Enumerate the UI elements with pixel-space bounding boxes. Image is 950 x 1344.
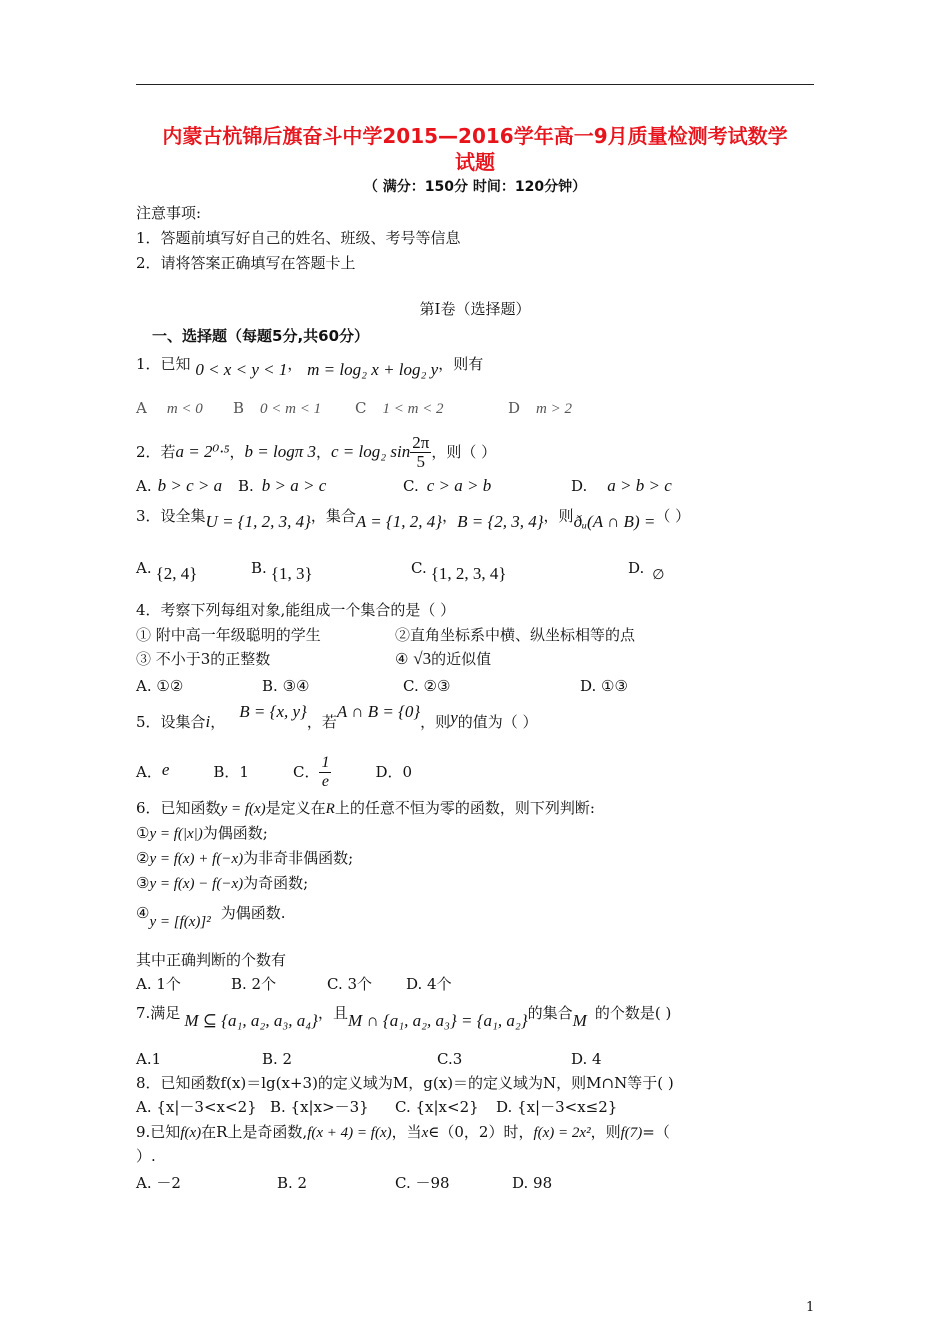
q6-statement-1 bbox=[136, 823, 268, 844]
q2-fraction bbox=[410, 434, 431, 471]
q7-choice-a: A.1 bbox=[136, 1050, 162, 1068]
q6-choice-c: C. 3个 bbox=[327, 975, 373, 993]
q1-text-b: ，则有 bbox=[438, 355, 484, 373]
q2-choice-a bbox=[136, 476, 222, 496]
q7-choice-d: D. 4 bbox=[571, 1050, 602, 1068]
q9-text-a: 9.已知 bbox=[136, 1123, 181, 1141]
q1-choice-b-letter: B bbox=[233, 399, 245, 417]
q2-sep-1: ， bbox=[229, 443, 245, 461]
q3-choice-d-value: ∅ bbox=[652, 568, 665, 583]
q5-choice-c-letter: C． bbox=[292, 763, 320, 781]
q3-choice-d bbox=[628, 558, 665, 583]
q6-s4-mark: ④ bbox=[136, 904, 150, 922]
q2-fraction-denominator: 5 bbox=[416, 451, 426, 471]
q3-choice-a bbox=[136, 558, 198, 583]
q8-choice-d: D. {x|－3<x≤2} bbox=[496, 1098, 618, 1116]
q6-choice-b: B. 2个 bbox=[231, 975, 277, 993]
q6-text-a: 6．已知函数 bbox=[136, 799, 221, 817]
question-2 bbox=[136, 430, 496, 474]
q2-a-expression: a = 2⁰·⁵ bbox=[175, 442, 230, 461]
q1-choice-a-value: m < 0 bbox=[166, 401, 203, 417]
q6-s2-expression: y = f(x) + f(−x) bbox=[149, 851, 244, 867]
q3-text-a: 3．设全集 bbox=[136, 507, 206, 525]
q2-choice-b-value: b > a > c bbox=[261, 476, 327, 495]
note-item-1: 1．答题前填写好自己的姓名、班级、考号等信息 bbox=[136, 229, 461, 247]
q2-choice-a-letter: A. bbox=[136, 477, 152, 495]
q4-choice-a bbox=[136, 676, 183, 696]
q9-f3: f(x) = 2x² bbox=[533, 1125, 591, 1141]
q3-sep-1: ，集合 bbox=[310, 507, 356, 525]
q3-u-expression: U = {1, 2, 3, 4} bbox=[205, 512, 311, 531]
q6-s4-expression: y = [f(x)]² bbox=[149, 914, 211, 930]
q2-c-expression: c = log₂ sin bbox=[331, 442, 411, 461]
q5-choice-c-numerator: 1 bbox=[321, 753, 330, 771]
notes-heading: 注意事项: bbox=[136, 204, 202, 222]
exam-subtitle: （ 满分：150分 时间：120分钟） bbox=[363, 179, 587, 195]
q2-choice-b bbox=[238, 476, 326, 496]
q5-sep-1: ， bbox=[210, 713, 226, 731]
volume-heading: 第I卷（选择题） bbox=[419, 300, 531, 318]
q2-choice-c-value: c > a > b bbox=[426, 476, 492, 495]
q9-continuation: ）. bbox=[136, 1147, 156, 1165]
q1-choice-a bbox=[136, 398, 203, 419]
q3-text-b: （ ） bbox=[655, 507, 691, 525]
q6-s4-text: 为偶函数. bbox=[220, 904, 286, 922]
q5-choice-b: B．1 bbox=[213, 763, 249, 781]
q2-b-expression: b = logπ 3 bbox=[244, 442, 316, 461]
q6-s3-text: 为奇函数; bbox=[243, 874, 309, 892]
question-1 bbox=[136, 354, 484, 379]
q9-text-f: =（ bbox=[642, 1123, 670, 1141]
q3-sep-3: ，则 bbox=[543, 507, 574, 525]
q2-choice-a-value: b > c > a bbox=[157, 476, 223, 495]
section-heading: 一、选择题（每题5分,共60分） bbox=[152, 327, 370, 345]
q4-choice-d-letter: D. bbox=[580, 677, 597, 695]
q7-choice-b: B. 2 bbox=[262, 1050, 293, 1068]
q6-s1-text: 为偶函数; bbox=[202, 824, 268, 842]
q2-text-b: ，则（ ） bbox=[431, 443, 497, 461]
q5-choice-c-denominator: e bbox=[321, 772, 329, 790]
q3-a-expression: A = {1, 2, 4} bbox=[355, 512, 443, 531]
q5-i-expression: i bbox=[205, 712, 211, 731]
page-number: 1 bbox=[806, 1300, 815, 1315]
q6-s3-mark: ③ bbox=[136, 874, 150, 892]
q3-choice-b-value: {1, 3} bbox=[270, 564, 313, 583]
q3-choice-c-letter: C. bbox=[411, 559, 427, 577]
q1-expression: m = log₂ x + log₂ y bbox=[307, 360, 439, 379]
q9-f4: f(7) bbox=[620, 1125, 643, 1141]
q5-choice-d: D．0 bbox=[375, 763, 413, 781]
q1-comma: ， bbox=[287, 355, 303, 373]
q4-choice-b-letter: B. bbox=[262, 677, 278, 695]
q8-choice-b: B. {x|x>－3} bbox=[270, 1098, 369, 1116]
q4-option-4 bbox=[395, 649, 491, 669]
q5-choice-a-letter: A． bbox=[136, 763, 162, 781]
question-6 bbox=[136, 798, 595, 819]
q5-sep-3: ，则 bbox=[420, 713, 451, 731]
q7-m-expression: M ⊆ {a₁, a₂, a₃, a₄} bbox=[184, 1011, 318, 1030]
q9-choice-c: C. －98 bbox=[395, 1174, 450, 1192]
header-rule bbox=[136, 84, 814, 85]
q4-choice-b-value: ③④ bbox=[282, 677, 310, 695]
q7-cap-expression: M ∩ {a₁, a₂, a₃} = {a₁, a₂} bbox=[347, 1011, 528, 1030]
q5-choices bbox=[136, 750, 412, 794]
q3-b-expression: B = {2, 3, 4} bbox=[457, 512, 544, 531]
question-4: 4．考察下列每组对象,能组成一个集合的是（ ） bbox=[136, 601, 456, 619]
q4-choice-c bbox=[403, 676, 450, 696]
q7-text-c: 的个数是( ) bbox=[594, 1004, 672, 1022]
q6-text-b: 是定义在 bbox=[265, 799, 326, 817]
q4-choice-d-value: ①③ bbox=[601, 677, 628, 695]
q7-m: M bbox=[572, 1011, 587, 1030]
q2-sep-2: ， bbox=[315, 443, 331, 461]
q6-s1-expression: y = f(|x|) bbox=[149, 826, 203, 842]
q1-choice-d bbox=[508, 398, 572, 419]
q9-text-c: ，当 bbox=[391, 1123, 422, 1141]
q9-x: x bbox=[421, 1125, 429, 1141]
q2-choice-c-letter: C. bbox=[403, 477, 419, 495]
q7-choice-c: C.3 bbox=[437, 1050, 463, 1068]
q4-choice-a-letter: A. bbox=[136, 677, 152, 695]
q9-choice-b: B. 2 bbox=[277, 1174, 308, 1192]
q2-choice-d-letter: D. bbox=[571, 477, 588, 495]
q5-sep-2: ，若 bbox=[306, 713, 337, 731]
q5-choice-a-value: e bbox=[161, 760, 170, 779]
title-line-2: 试题 bbox=[455, 150, 495, 174]
q6-text-c: 上的任意不恒为零的函数，则下列判断: bbox=[334, 799, 595, 817]
q4-option-4-text: 的近似值 bbox=[431, 650, 492, 668]
q6-s3-expression: y = f(x) − f(−x) bbox=[149, 876, 244, 892]
q6-choice-d: D. 4个 bbox=[406, 975, 452, 993]
q4-option-2: ②直角坐标系中横、纵坐标相等的点 bbox=[395, 626, 636, 644]
q6-question: 其中正确判断的个数有 bbox=[136, 951, 287, 969]
question-7 bbox=[136, 1003, 672, 1030]
q6-statement-3 bbox=[136, 873, 308, 894]
q3-choice-c bbox=[411, 558, 507, 583]
q3-choice-b bbox=[251, 558, 313, 583]
q5-b-expression: B = {x, y} bbox=[239, 702, 307, 721]
q8-choice-a: A. {x|－3<x<2} bbox=[136, 1098, 257, 1116]
q2-choice-d bbox=[571, 476, 672, 496]
q1-choice-c-letter: C bbox=[355, 399, 367, 417]
q5-text-b: 的值为（ ） bbox=[457, 713, 538, 731]
q6-s1-mark: ① bbox=[136, 824, 150, 842]
q1-choice-b-value: 0 < m < 1 bbox=[260, 401, 322, 417]
q3-choice-b-letter: B. bbox=[251, 559, 267, 577]
q2-choice-c bbox=[403, 476, 491, 496]
q4-option-4-mark: ④ bbox=[395, 650, 409, 668]
question-9 bbox=[136, 1122, 670, 1143]
question-3 bbox=[136, 506, 691, 531]
q6-s2-mark: ② bbox=[136, 849, 150, 867]
q9-choice-a: A. －2 bbox=[136, 1174, 181, 1192]
q1-choice-b bbox=[233, 398, 321, 419]
question-5 bbox=[136, 700, 538, 744]
q4-choice-c-letter: C. bbox=[403, 677, 419, 695]
q7-text-a: 7.满足 bbox=[136, 1004, 181, 1022]
q7-text-b: 的集合 bbox=[527, 1004, 573, 1022]
q1-choice-c-value: 1 < m < 2 bbox=[382, 401, 444, 417]
q5-y-expression: y bbox=[450, 708, 458, 727]
q4-choice-b bbox=[262, 676, 309, 696]
q1-text-a: 1．已知 bbox=[136, 355, 191, 373]
q3-choice-d-letter: D. bbox=[628, 559, 645, 577]
q5-text-a: 5．设集合 bbox=[136, 713, 206, 731]
q7-sep-1: ，且 bbox=[317, 1004, 348, 1022]
q3-choice-a-letter: A. bbox=[136, 559, 152, 577]
q9-text-e: ，则 bbox=[590, 1123, 621, 1141]
q4-option-3: ③ 不小于3的正整数 bbox=[136, 650, 271, 668]
note-item-2: 2．请将答案正确填写在答题卡上 bbox=[136, 254, 356, 272]
q6-r: R bbox=[325, 801, 335, 817]
q4-choice-a-value: ①② bbox=[156, 677, 184, 695]
q4-option-4-expression: √3 bbox=[413, 649, 432, 668]
q4-choice-c-value: ②③ bbox=[423, 677, 451, 695]
q5-choice-c-fraction bbox=[319, 754, 331, 791]
exam-title bbox=[136, 123, 814, 175]
q2-choice-d-value: a > b > c bbox=[607, 476, 672, 495]
q9-text-d: ∈（0，2）时， bbox=[428, 1123, 534, 1141]
q2-text-a: 2．若 bbox=[136, 443, 176, 461]
q1-choice-c bbox=[355, 398, 444, 419]
q2-fraction-numerator: 2π bbox=[412, 432, 430, 452]
q3-choice-c-value: {1, 2, 3, 4} bbox=[430, 564, 507, 583]
title-line-1: 内蒙古杭锦后旗奋斗中学2015—2016学年高一9月质量检测考试数学 bbox=[162, 124, 788, 148]
q6-function: y = f(x) bbox=[220, 801, 266, 817]
q8-choice-c: C. {x|x<2} bbox=[395, 1098, 479, 1116]
q6-statement-2 bbox=[136, 848, 353, 869]
q9-text-b: 在R上是奇函数, bbox=[201, 1123, 308, 1141]
q9-f2: f(x + 4) = f(x) bbox=[307, 1125, 392, 1141]
q6-statement-4 bbox=[136, 903, 286, 930]
q1-choice-a-letter: A bbox=[136, 399, 147, 417]
q2-choice-b-letter: B. bbox=[238, 477, 254, 495]
q9-f1: f(x) bbox=[180, 1125, 202, 1141]
q9-choice-d: D. 98 bbox=[512, 1174, 553, 1192]
q4-option-1: ① 附中高一年级聪明的学生 bbox=[136, 626, 321, 644]
q1-condition: 0 < x < y < 1 bbox=[195, 360, 288, 379]
q5-cap-expression: A ∩ B = {0} bbox=[336, 702, 421, 721]
q6-s2-text: 为非奇非偶函数; bbox=[243, 849, 354, 867]
question-8: 8．已知函数f(x)＝lg(x+3)的定义域为M，g(x)＝的定义域为N，则M∩N等于( ) bbox=[136, 1074, 674, 1092]
q1-choice-d-letter: D bbox=[508, 399, 521, 417]
q3-sep-2: ， bbox=[442, 507, 458, 525]
q4-choice-d bbox=[580, 676, 628, 696]
q3-choice-a-value: {2, 4} bbox=[155, 564, 198, 583]
q3-complement-expression: ðᵤ(A ∩ B) = bbox=[573, 512, 656, 531]
q6-choice-a: A. 1个 bbox=[136, 975, 181, 993]
q1-choice-d-value: m > 2 bbox=[536, 401, 572, 417]
